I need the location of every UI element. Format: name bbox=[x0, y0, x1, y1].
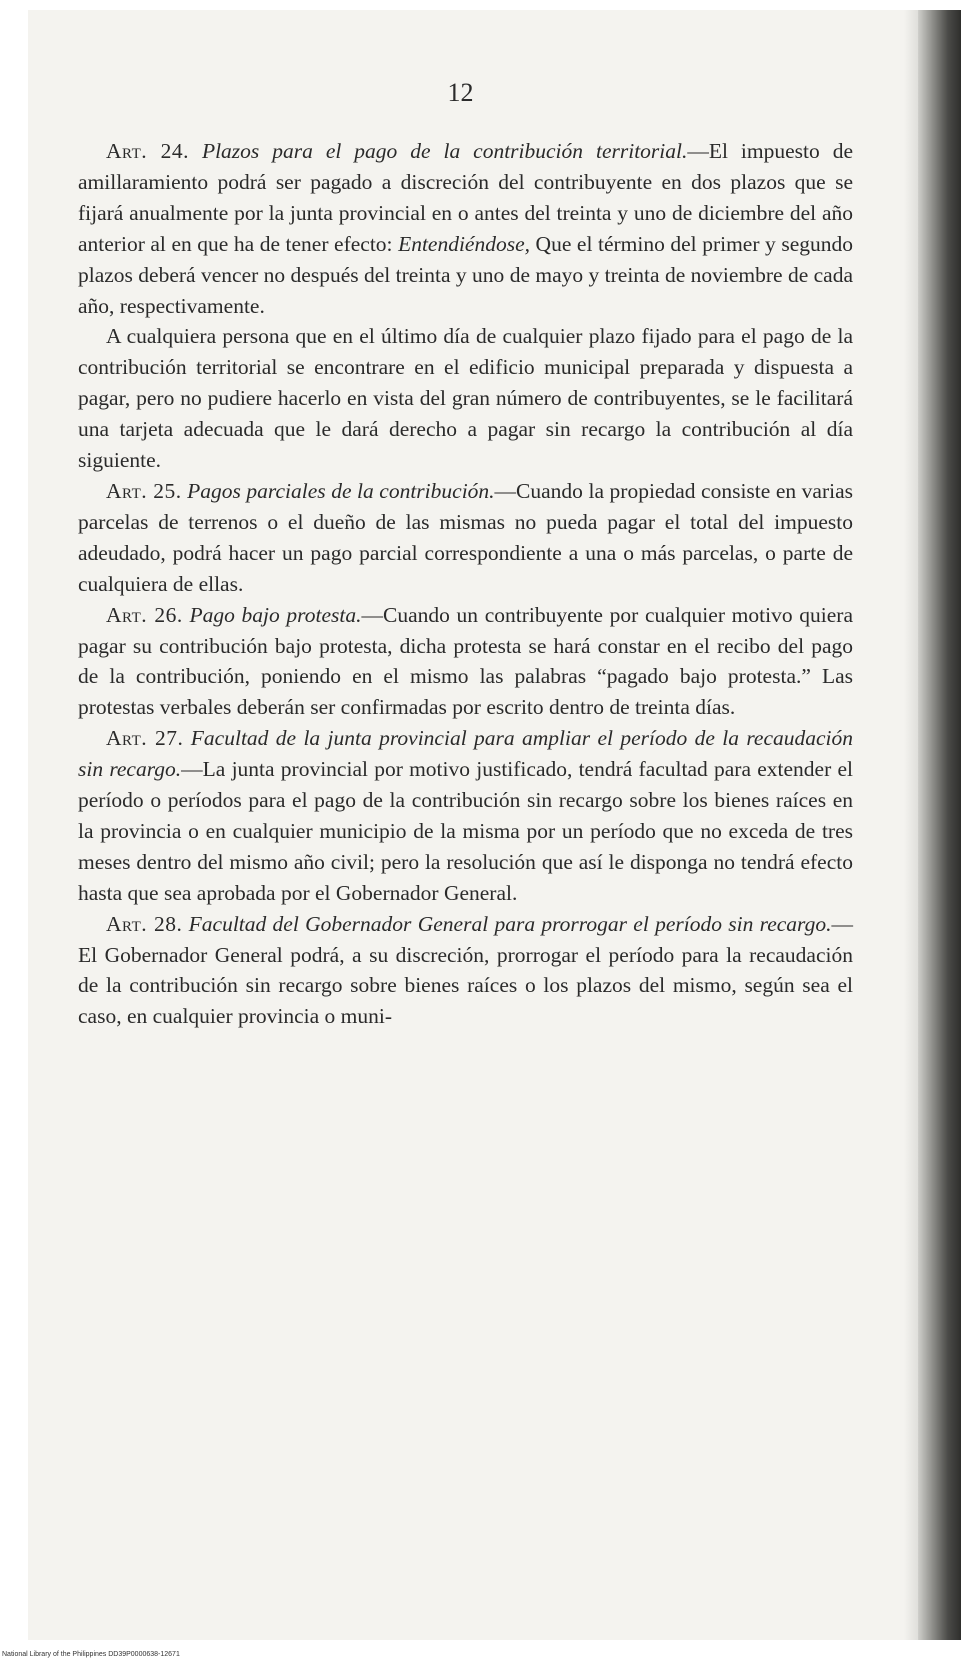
article-text-continued: Que el término del primer y segundo plazos deberá vencer no después del treinta y uno de mayo y treinta de noviembre de cada año, respectivamente. bbox=[78, 231, 853, 318]
article-25 bbox=[78, 476, 853, 600]
article-title: Pago bajo protesta. bbox=[189, 602, 362, 627]
article-27 bbox=[78, 723, 853, 908]
article-text: —El impuesto de amillaramiento podrá ser pagado a discreción del contribuyente en dos plazos que se fijará anualmente por la junta provincial en o antes del treinta y uno de diciembre del año anterior al en que ha de tener efecto: bbox=[78, 139, 854, 256]
article-24-paragraph-2 bbox=[78, 321, 853, 476]
article-text: —El Gobernador General podrá, a su discreción, prorrogar el período para la recaudación de la contribución sin recargo sobre bienes raíces o los plazos del mismo, según sea el caso, en cualquier provincia o muni- bbox=[78, 911, 853, 1029]
article-24 bbox=[78, 136, 853, 321]
page-number: 12 bbox=[447, 78, 474, 107]
book-binding-edge bbox=[918, 10, 961, 1640]
article-text: —La junta provincial por motivo justificado, tendrá facultad para extender el período o períodos para el pago de la contribución sin recargo sobre los bienes raíces en la provincia o en cualquier municipio de la misma por un período que no exceda de tres meses dentro del mismo año civil; pero la resolución que así le disponga no tendrá efecto hasta que sea aprobada por el Gobernador General. bbox=[78, 757, 853, 905]
article-label: Art. 24. bbox=[106, 139, 189, 163]
article-label: Art. 27. bbox=[106, 726, 184, 751]
scan-footer-caption: National Library of the Philippines DD39P0000638-12671 bbox=[2, 1651, 180, 1658]
article-title: Facultad del Gobernador General para prorrogar el período sin recargo. bbox=[188, 911, 832, 936]
article-text: —Cuando la propiedad consiste en varias parcelas de terrenos o el dueño de las mismas no pueda pagar el total del impuesto adeudado, podrá hacer un pago parcial correspondiente a una o más parcelas, o parte de cualquiera de ellas. bbox=[78, 478, 854, 596]
article-label: Art. 26. bbox=[106, 602, 183, 627]
article-text: —Cuando un contribuyente por cualquier motivo quiera pagar su contribución bajo protesta, dicha protesta se hará constar en el recibo del pago de la contribución, poniendo en el mismo las palabras “pagado bajo protesta.” Las protestas verbales deberán ser confirmadas por escrito dentro de treinta días. bbox=[78, 602, 854, 720]
article-label: Art. 28. bbox=[106, 911, 183, 936]
article-28 bbox=[78, 909, 853, 1033]
article-26 bbox=[78, 600, 853, 724]
article-title: Plazos para el pago de la contribución territorial. bbox=[201, 139, 688, 163]
article-title: Pagos parciales de la contribución. bbox=[187, 478, 495, 503]
document-body bbox=[78, 136, 853, 1032]
article-emphasis: Entendiéndose, bbox=[398, 231, 531, 256]
article-title: Facultad de la junta provincial para ampliar el período de la recaudación sin recargo. bbox=[78, 726, 854, 782]
article-label: Art. 25. bbox=[106, 478, 182, 503]
article-text: A cualquiera persona que en el último día de cualquier plazo fijado para el pago de la contribución territorial se encontrare en el edificio municipal preparada y dispuesta a pagar, pero no pudiere hacerlo en vista del gran número de contribuyentes, se le facilitará una tarjeta adecuada que le dará derecho a pagar sin recargo la contribución al día siguiente. bbox=[78, 324, 853, 473]
